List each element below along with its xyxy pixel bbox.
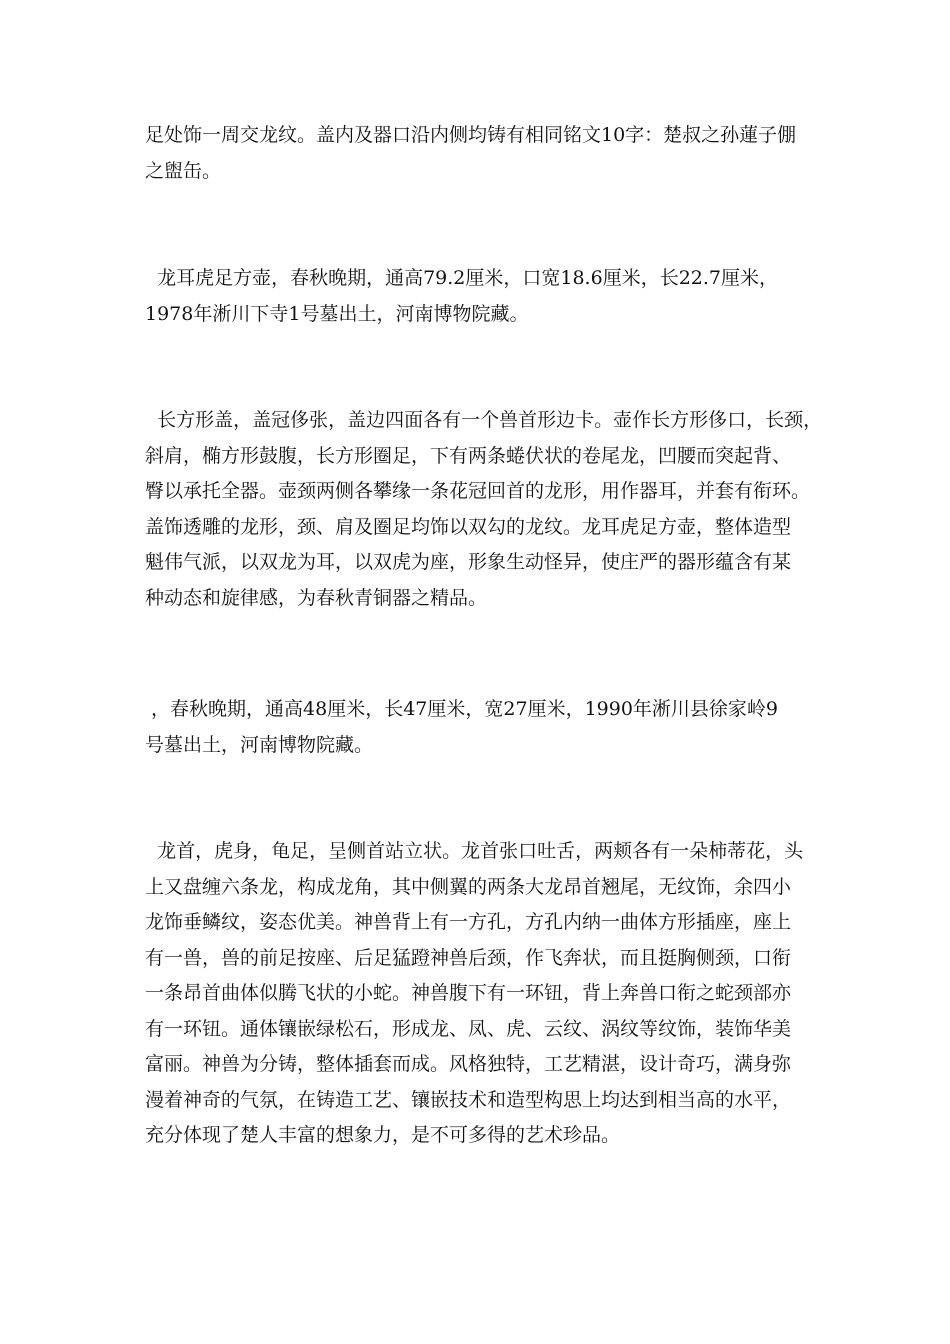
- paragraph-square-hu-description: [145, 403, 835, 616]
- text-line: 盖饰透雕的龙形，颈、肩及圈足均饰以双勾的龙纹。龙耳虎足方壶，整体造型: [145, 515, 792, 538]
- text-line: 一条昂首曲体似腾飞状的小蛇。神兽腹下有一环钮，背上奔兽口衔之蛇颈部亦: [145, 982, 792, 1004]
- text-line: 足处饰一周交龙纹。盖内及器口沿内侧均铸有相同铭文10字：楚叔之孙蓮子倗: [145, 124, 797, 146]
- text-line: 上又盘缠六条龙，构成龙角，其中侧翼的两条大龙昂首翘尾，无纹饰，余四小: [145, 875, 792, 898]
- paragraph-square-hu-caption: [145, 261, 835, 332]
- text-line: 长方形盖，盖冠侈张，盖边四面各有一个兽首形边卡。壶作长方形侈口，长颈，: [145, 409, 823, 431]
- text-line: 1978年淅川下寺1号墓出土，河南博物院藏。: [145, 302, 529, 325]
- text-line: 充分体现了楚人丰富的想象力，是不可多得的艺术珍品。: [145, 1124, 621, 1146]
- paragraph-beast-caption: [145, 692, 835, 763]
- text-line: 斜肩，椭方形鼓腹，长方形圈足，下有两条蜷伏状的卷尾龙，凹腰而突起背、: [145, 444, 792, 467]
- text-line: 龙首，虎身，龟足，呈侧首站立状。龙首张口吐舌，两颊各有一朵柿蒂花，头: [145, 840, 804, 862]
- text-line: 臀以承托全器。壶颈两侧各攀缘一条花冠回首的龙形，用作器耳，并套有衔环。: [145, 480, 811, 502]
- text-line: 龙耳虎足方壶，春秋晚期，通高79.2厘米，口宽18.6厘米，长22.7厘米，: [145, 267, 778, 289]
- paragraph-bronze-fou-inscription: [145, 118, 835, 189]
- text-line: 魁伟气派，以双龙为耳，以双虎为座，形象生动怪异，使庄严的器形蕴含有某: [145, 551, 792, 573]
- text-line: 有一环钮。通体镶嵌绿松石，形成龙、凤、虎、云纹、涡纹等纹饰，装饰华美: [145, 1017, 792, 1040]
- text-line: 号墓出土，河南博物院藏。: [145, 733, 374, 756]
- text-line: 富丽。神兽为分铸，整体插套而成。风格独特，工艺精湛，设计奇巧，满身弥: [145, 1053, 792, 1075]
- text-line: 漫着神奇的气氛，在铸造工艺、镶嵌技术和造型构思上均达到相当高的水平，: [145, 1088, 792, 1111]
- text-line: 龙饰垂鳞纹，姿态优美。神兽背上有一方孔，方孔内纳一曲体方形插座，座上: [145, 911, 792, 933]
- text-line: 之盥缶。: [145, 159, 222, 182]
- text-line: ，春秋晚期，通高48厘米，长47厘米，宽27厘米，1990年淅川县徐家岭9: [145, 698, 779, 720]
- text-line: 种动态和旋律感，为春秋青铜器之精品。: [145, 586, 488, 609]
- paragraph-beast-description: [145, 834, 835, 1154]
- text-line: 有一兽，兽的前足按座、后足猛蹬神兽后颈，作飞奔状，而且挺胸侧颈，口衔: [145, 946, 792, 969]
